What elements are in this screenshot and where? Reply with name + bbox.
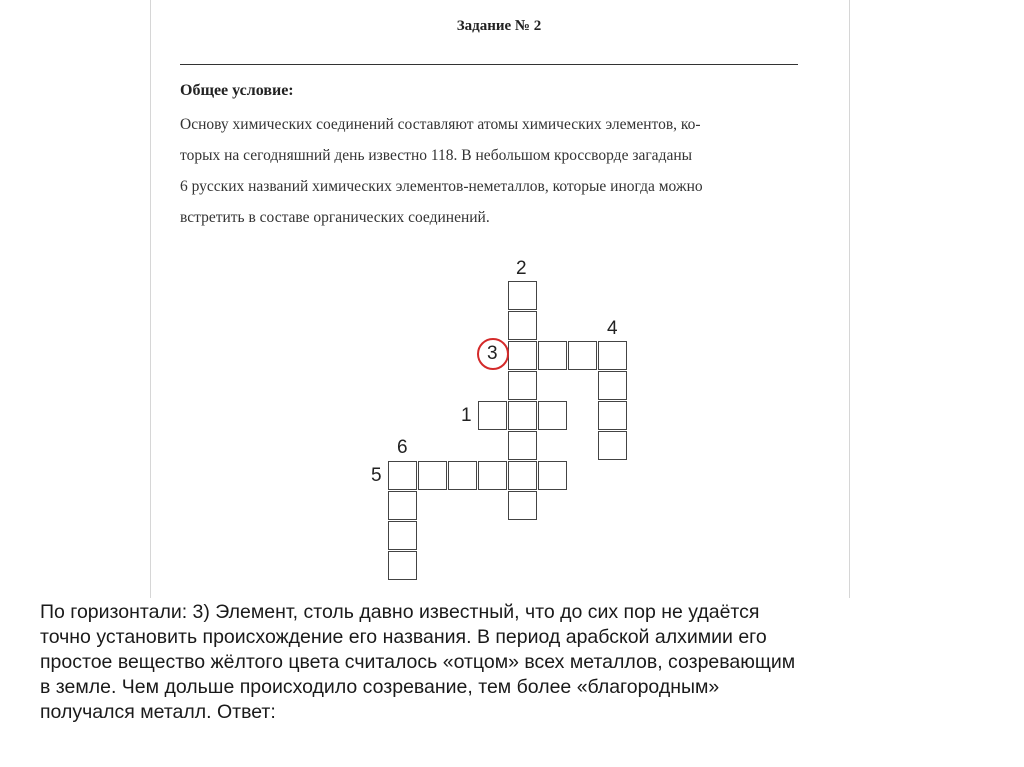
- crossword-cell[interactable]: [538, 461, 567, 490]
- clue-number-4: 4: [607, 318, 618, 339]
- crossword-cell[interactable]: [538, 401, 567, 430]
- question-line: получался металл. Ответ:: [40, 701, 276, 723]
- clue-number-3: 3: [487, 343, 498, 364]
- condition-line: встретить в составе органических соединений.: [180, 209, 490, 226]
- question-line: точно установить происхождение его названия. В период арабской алхимии его: [40, 626, 767, 648]
- crossword-cell[interactable]: [388, 521, 417, 550]
- crossword-cell[interactable]: [508, 281, 537, 310]
- condition-heading: Общее условие:: [180, 82, 294, 99]
- question-line: По горизонтали: 3) Элемент, столь давно известный, что до сих пор не удаётся: [40, 601, 760, 623]
- clue-number-6: 6: [397, 437, 408, 458]
- crossword-cell[interactable]: [598, 431, 627, 460]
- condition-line: Основу химических соединений составляют атомы химических элементов, ко-: [180, 116, 701, 133]
- crossword-cell[interactable]: [508, 371, 537, 400]
- clue-number-5: 5: [371, 465, 382, 486]
- task-title: Задание № 2: [456, 18, 542, 34]
- clue-number-1: 1: [461, 405, 472, 426]
- crossword-cell[interactable]: [508, 311, 537, 340]
- crossword-cell[interactable]: [508, 461, 537, 490]
- question-line: в земле. Чем дольше происходило созревание, тем более «благородным»: [40, 676, 720, 698]
- crossword-cell[interactable]: [538, 341, 567, 370]
- crossword-cell[interactable]: [508, 401, 537, 430]
- question-text: [40, 600, 1000, 725]
- crossword-cell[interactable]: [388, 491, 417, 520]
- question-line: простое вещество жёлтого цвета считалось «отцом» всех металлов, созревающим: [40, 651, 796, 673]
- crossword-cell[interactable]: [388, 551, 417, 580]
- crossword-cell[interactable]: [508, 431, 537, 460]
- crossword-cell[interactable]: [448, 461, 477, 490]
- highlight-circle: [477, 338, 509, 370]
- title-divider: [180, 64, 798, 65]
- crossword-cell[interactable]: [418, 461, 447, 490]
- crossword-cell[interactable]: [478, 401, 507, 430]
- crossword-cell[interactable]: [568, 341, 597, 370]
- crossword-cell[interactable]: [598, 401, 627, 430]
- crossword-cell[interactable]: [598, 371, 627, 400]
- crossword-cell[interactable]: [508, 491, 537, 520]
- crossword-cell[interactable]: [388, 461, 417, 490]
- crossword-cell[interactable]: [598, 341, 627, 370]
- condition-line: торых на сегодняшний день известно 118. В небольшом кроссворде загаданы: [180, 147, 693, 164]
- clue-number-2: 2: [516, 258, 527, 279]
- crossword-cell[interactable]: [508, 341, 537, 370]
- condition-line: 6 русских названий химических элементов-неметаллов, которые иногда можно: [180, 178, 703, 195]
- crossword-cell[interactable]: [478, 461, 507, 490]
